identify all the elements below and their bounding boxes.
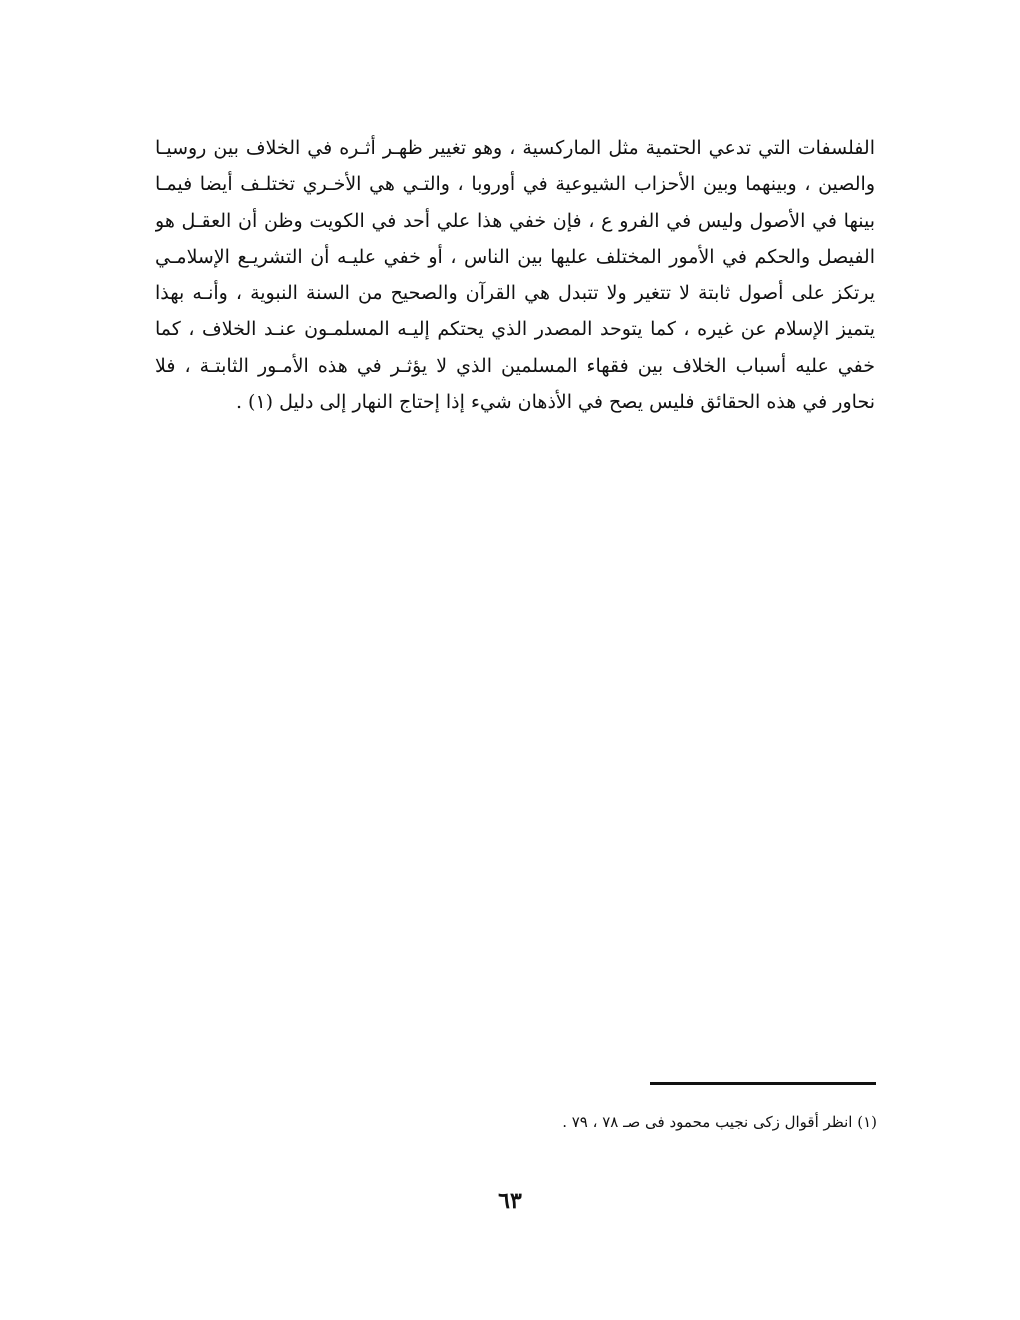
main-paragraph: [155, 130, 875, 420]
paragraph-line-7: خفي عليه أسباب الخلاف بين فقهاء المسلمين الذي لا يؤثـر في هذه الأمـور الثابتـة ، فلا: [155, 354, 875, 377]
paragraph-line-3: بينها في الأصول وليس في الفرو ع ، فإن خفي هذا علي أحد في الكويت وظن أن العقـل هو: [155, 209, 875, 232]
footnote: (١) انظر أقوال زكى نجيب محمود فى صـ ٧٨ ، ٧٩ .: [562, 1113, 877, 1131]
paragraph-line-6: يتميز الإسلام عن غيره ، كما يتوحد المصدر الذي يحتكم إليـه المسلمـون عنـد الخلاف ، كما: [155, 318, 875, 341]
footnote-separator: [650, 1082, 876, 1085]
paragraph-line-2: والصين ، وبينهما وبين الأحزاب الشيوعية في أوروبا ، والتـي هي الأخـري تختلـف أيضا فيمـا: [155, 173, 875, 196]
paragraph-line-1: الفلسفات التي تدعي الحتمية مثل الماركسية ، وهو تغيير ظهـر أثـره في الخلاف بين روسيـا: [155, 137, 875, 159]
page-number: ٦٣: [498, 1188, 522, 1214]
paragraph-line-4: الفيصل والحكم في الأمور المختلف عليها بين الناس ، أو خفي عليـه أن التشريـع الإسلامـي: [155, 245, 875, 268]
paragraph-line-5: يرتكز على أصول ثابتة لا تتغير ولا تتبدل هي القرآن والصحيح من السنة النبوية ، وأنـه بهذا: [155, 282, 875, 305]
paragraph-line-8: نحاور في هذه الحقائق فليس يصح في الأذهان شيء إذا إحتاج النهار إلى دليل (١) .: [235, 391, 875, 414]
